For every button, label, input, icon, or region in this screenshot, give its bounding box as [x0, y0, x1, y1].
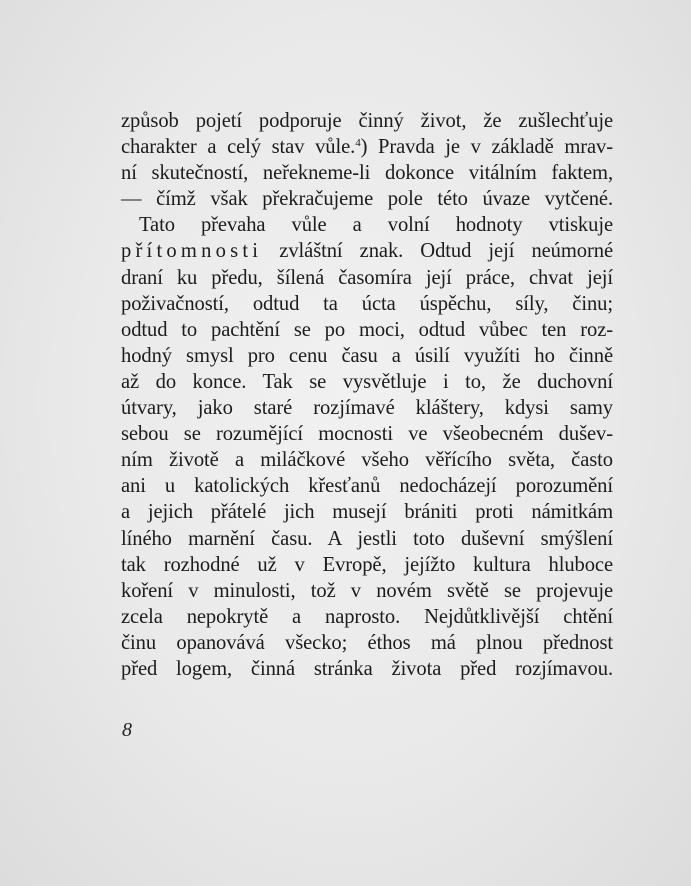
text-line: — čímž však překračujeme pole této úvaze vytčené.: [121, 188, 613, 211]
text-segment: ) Pravda je v základě mrav-: [360, 136, 613, 159]
text-line-with-footnote: [121, 134, 613, 160]
text-line: draní ku předu, šílená časomíra její práce, chvat její: [121, 266, 613, 289]
footnote-marker[interactable]: 4: [355, 137, 361, 150]
text-line-paragraph-start: Tato převaha vůle a volní hodnoty vtiskuje: [139, 214, 613, 237]
text-line: před logem, činná stránka života před rozjímavou.: [121, 657, 613, 680]
text-line: ani u katolických křesťanů nedocházejí porozumění: [121, 475, 613, 498]
page-number: 8: [122, 719, 132, 741]
text-line: ním životě a miláčkové všeho věřícího světa, často: [121, 449, 613, 472]
text-segment: charakter a celý stav vůle.: [121, 136, 356, 159]
text-segment: zvláštní znak. Odtud její neúmorné: [262, 240, 613, 263]
emphasized-spaced-word: přítomnosti: [121, 240, 263, 263]
text-line: a jejich přátelé jich musejí brániti proti námitkám: [121, 501, 613, 524]
body-text: [121, 108, 613, 682]
text-line: až do konce. Tak se vysvětluje i to, že duchovní: [121, 370, 613, 393]
text-line: líného marnění času. A jestli toto duševní smýšlení: [121, 527, 613, 550]
text-line: činu opanovává všecko; éthos má plnou přednost: [121, 631, 613, 654]
text-line: koření v minulosti, tož v novém světě se projevuje: [121, 579, 613, 602]
text-line-with-spaced-word: [121, 238, 613, 264]
text-line: hodný smysl pro cenu času a úsilí využíti ho činně: [121, 344, 613, 367]
text-line: odtud to pachtění se po moci, odtud vůbec ten roz-: [121, 318, 613, 341]
text-line: sebou se rozumějící mocnosti ve všeobecném dušev-: [121, 423, 613, 446]
text-line: útvary, jako staré rozjímavé kláštery, kdysi samy: [121, 397, 613, 420]
text-line: poživačností, odtud ta úcta úspěchu, síly, činu;: [121, 292, 613, 315]
text-line: zcela nepokrytě a naprosto. Nejdůtklivější chtění: [121, 605, 613, 628]
text-line: tak rozhodné už v Evropě, jejížto kultura hluboce: [121, 553, 613, 576]
text-line: způsob pojetí podporuje činný život, že zušlechťuje: [121, 110, 613, 132]
text-line: ní skutečností, neřekneme-li dokonce vitálním faktem,: [121, 162, 613, 185]
